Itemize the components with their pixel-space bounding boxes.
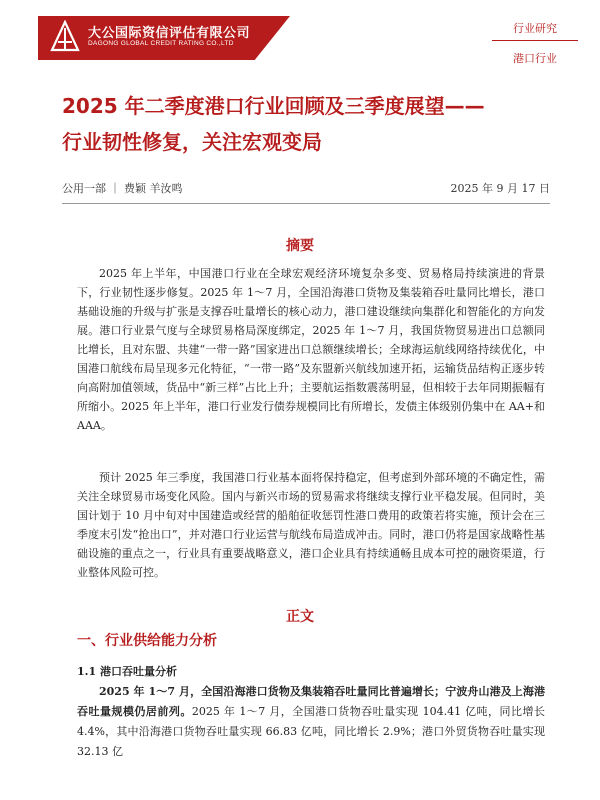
- lead-sentence: 2025 年 1～7 月，全国沿海港口货物及集装箱吞吐量同比普遍增长；宁波舟山港及上海港吞吐量规模仍居前列。: [77, 685, 545, 718]
- body-heading: 正文: [286, 609, 314, 625]
- report-date: 2025 年 9 月 17 日: [450, 182, 550, 195]
- company-name-en: DAGONG GLOBAL CREDIT RATING CO.,LTD: [88, 40, 234, 47]
- tag-divider: [492, 40, 578, 41]
- title-line-2: 行业韧性修复，关注宏观变局: [62, 130, 322, 154]
- company-name-cn: 大公国际资信评估有限公司: [88, 26, 251, 41]
- report-header: [0, 0, 600, 72]
- body-paragraph: [77, 682, 545, 762]
- subsection-1-1-heading: 1.1 港口吞吐量分析: [77, 665, 177, 678]
- abstract-paragraph-1: 2025 年上半年，中国港口行业在全球宏观经济环境复杂多变、贸易格局持续演进的背景下，行业韧性逐步修复。2025 年 1～7 月，全国沿海港口货物及集装箱吞吐量同比增长，港口基础设施的升级与扩张是支撑吞吐量增长的核心动力，港口建设继续向集群化和智能化的方向发展。港口行业景气度与全球贸易格局深度绑定，2025 年 1～7 月，我国货物贸易进出口总额同比增长，且对东盟、共建“一带一路”国家进出口总额继续增长；全球海运航线网络持续优化，中国港口航线布局呈现多元化特征，“一带一路”及东盟新兴航线加速开拓，运输货品结构正逐步转向高附加值领域，货品中“新三样”占比上升；主要航运指数震荡明显，但相较于去年同期振幅有所缩小。2025 年上半年，港口行业发行债券规模同比有所增长，发债主体级别仍集中在 AA+和 AAA。: [77, 267, 545, 432]
- section-1-heading: 一、行业供给能力分析: [77, 633, 217, 649]
- abstract-paragraph-2: 预计 2025 年三季度，我国港口行业基本面将保持稳定，但考虑到外部环境的不确定性，需关注全球贸易市场变化风险。国内与新兴市场的贸易需求将继续支撑行业平稳发展。但同时，美国计划于 10 月中旬对中国建造或经营的船舶征收惩罚性港口费用的政策若将实施，预计会在三季度末引发“抢出口”，并对港口行业运营与航线布局造成冲击。同时，港口仍将是国家战略性基础设施的重点之一，行业具有重要战略意义，港口企业具有持续通畅且成本可控的融资渠道，行业整体风险可控。: [77, 471, 545, 579]
- authors: 公用一部 ｜ 费颖 羊汝鸣: [62, 182, 183, 195]
- title-line-1: 2025 年二季度港口行业回顾及三季度展望——: [62, 94, 485, 118]
- tag-industry-research: 行业研究: [513, 22, 557, 35]
- dagong-logo-icon: [50, 20, 80, 54]
- body-paragraph-text: 2025 年 1～7 月，全国港口货物吞吐量实现 104.41 亿吨，同比增长 4.4%，其中沿海港口货物吞吐量实现 66.83 亿吨，同比增长 2.9%；港口外贸货物吞吐量实现 32.13 亿: [77, 705, 545, 758]
- report-title: [62, 88, 562, 160]
- abstract-heading: 摘要: [286, 238, 314, 254]
- report-meta: [62, 180, 550, 196]
- meta-divider: [62, 203, 550, 204]
- tag-port-industry: 港口行业: [513, 52, 557, 65]
